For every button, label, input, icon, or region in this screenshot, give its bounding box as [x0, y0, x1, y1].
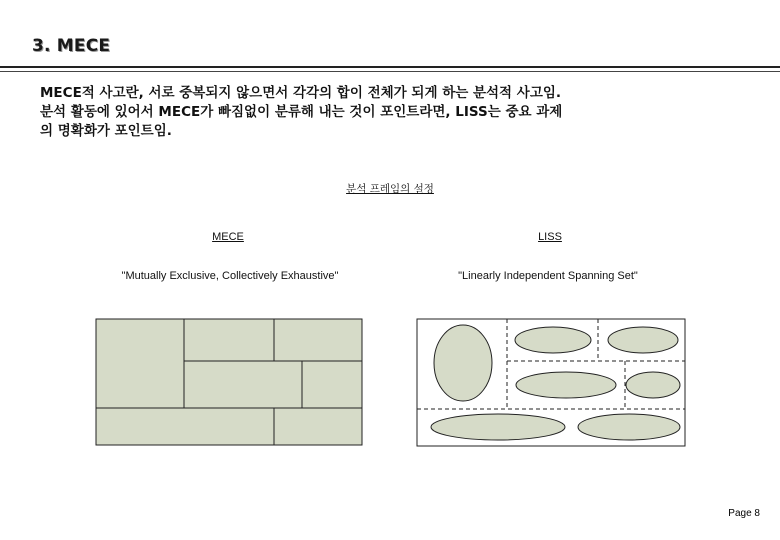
- liss-label: LISS: [538, 231, 562, 243]
- frame-heading: 분석 프레임의 설정: [346, 183, 434, 195]
- liss-ellipse: [578, 414, 680, 440]
- liss-definition: "Linearly Independent Spanning Set": [458, 270, 638, 282]
- liss-ellipse: [608, 327, 678, 353]
- mece-diagram: [96, 319, 362, 445]
- liss-ellipse: [431, 414, 565, 440]
- liss-ellipse: [516, 372, 616, 398]
- mece-cell: [274, 408, 362, 445]
- liss-ellipse: [515, 327, 591, 353]
- mece-cell: [184, 361, 302, 408]
- mece-cell: [96, 319, 184, 408]
- mece-cell: [96, 408, 274, 445]
- mece-cell: [184, 319, 274, 361]
- slide-title: 3. MECE: [32, 36, 111, 56]
- page-number: Page 8: [728, 508, 760, 519]
- body-line: MECE적 사고란, 서로 중복되지 않으면서 각각의 합이 전체가 되게 하는 분석적 사고임.: [40, 85, 562, 101]
- body-line: 의 명확화가 포인트임.: [40, 123, 172, 139]
- liss-ellipse: [434, 325, 492, 401]
- mece-cell: [274, 319, 362, 361]
- liss-ellipse: [626, 372, 680, 398]
- liss-diagram: [417, 319, 685, 446]
- body-line: 분석 활동에 있어서 MECE가 빠짐없이 분류해 내는 것이 포인트라면, LISS는 중요 과제: [40, 104, 563, 120]
- mece-definition: "Mutually Exclusive, Collectively Exhaustive": [121, 270, 339, 282]
- mece-cell: [302, 361, 362, 408]
- mece-label: MECE: [212, 231, 244, 243]
